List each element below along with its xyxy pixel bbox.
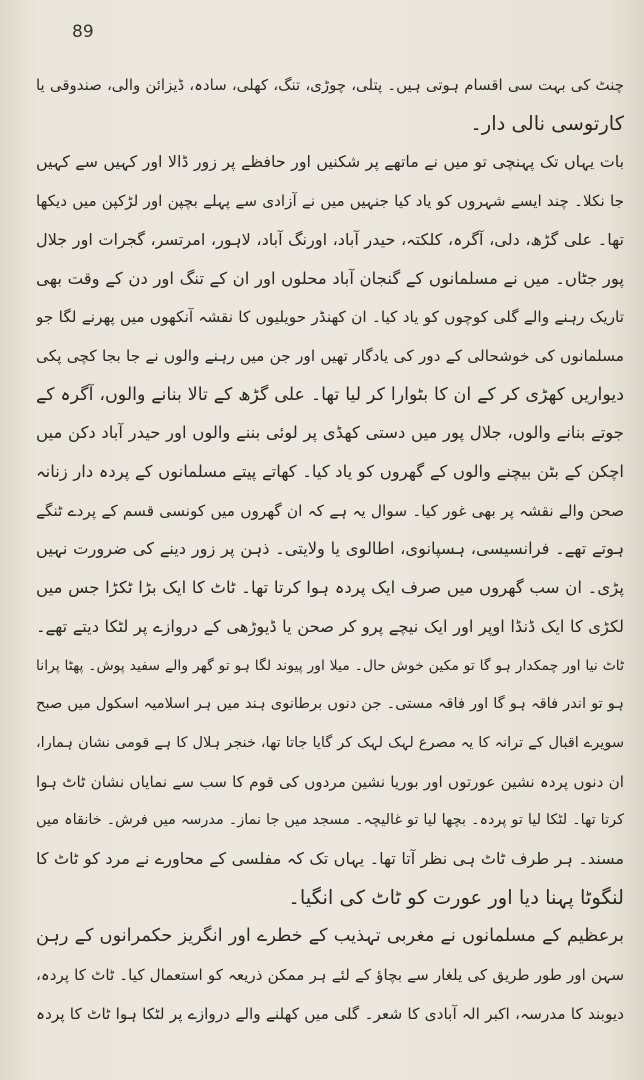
paragraph-2	[36, 143, 624, 917]
text-line: جوتے بنانے والوں، جلال پور میں دستی کھڈی پر لوئی بننے والوں اور حیدر آباد دکن میں	[36, 423, 624, 443]
text-line: لکڑی کا ایک ڈنڈا اوپر اور ایک نیچے پرو کر صحن یا ڈیوڑھی کے دروازے پر لٹکا دیتے تھے۔	[36, 616, 624, 636]
text-line: برعظیم کے مسلمانوں نے مغربی تہذیب کے خطرے اور انگریز حکمرانوں کے رہن	[36, 926, 624, 947]
text-line: صحن والے نقشہ پر بھی غور کیا۔ سوال یہ ہے کہ ان گھروں میں کونسی قسم کے پردے ٹنگے	[36, 501, 624, 520]
text-line: ہوتے تھے۔ فرانسیسی، ہسپانوی، اطالوی یا ولایتی۔ ذہن پر زور دینے کی ضرورت نہیں	[36, 539, 624, 559]
text-line: ہو تو اندر فاقہ ہو گا اور فاقہ مستی۔ جن دنوں برطانوی ہند میں ہر اسلامیہ اسکول میں صبح	[36, 695, 624, 713]
text-line: چنٹ کی بہت سی اقسام ہوتی ہیں۔ پتلی، چوڑی، تنگ، کھلی، سادہ، ڈیزائن والی، صندوقی یا	[36, 76, 624, 94]
paragraph-3	[36, 917, 624, 1033]
text-line: کارتوسی نالی دار۔	[470, 111, 624, 135]
text-line: دیوبند کا مدرسہ، اکبر الہ آبادی کا شعر۔ گلی میں کھلنے والے دروازے پر لٹکا ہوا ٹاٹ کا پردہ	[36, 1004, 624, 1023]
text-line: مسند۔ ہر طرف ٹاٹ ہی نظر آتا تھا۔ یہاں تک کہ مفلسی کے محاورے نے مرد کو ٹاٹ کا	[36, 849, 624, 869]
text-line: مسلمانوں کی خوشحالی کے دور کی یادگار تھیں اور جن میں رہنے والوں نے جا بجا کچی پکی	[36, 346, 624, 365]
text-line: سہن اور طور طریق کی یلغار سے بچاؤ کے لئے ہر ممکن ذریعہ کو استعمال کیا۔ ٹاٹ کا پردہ،	[36, 966, 624, 985]
text-line: ان دنوں پردہ نشین عورتوں اور بوریا نشین مردوں کی قوم کا سب سے نمایاں نشان ٹاٹ ہوا	[36, 772, 624, 791]
text-line: کرتا تھا۔ لٹکا لیا تو پردہ۔ بچھا لیا تو غالیچہ۔ مسجد میں جا نماز۔ مدرسہ میں فرش۔ خانقاہ میں	[36, 812, 624, 829]
text-line: دیواریں کھڑی کر کے ان کا بٹوارا کر لیا تھا۔ علی گڑھ کے تالا بنانے والوں، آگرہ کے	[36, 384, 624, 405]
text-line: پور جٹاں۔ میں نے مسلمانوں کے گنجان آباد محلوں اور ان کے تنگ اور دن کے وقت بھی	[36, 268, 624, 288]
text-line: ٹاٹ نیا اور چمکدار ہو گا تو مکین خوش حال۔ میلا اور پیوند لگا ہو تو گھر والے سفید پوش۔ پھٹا پرانا	[36, 657, 624, 674]
text-line: لنگوٹا پہنا دیا اور عورت کو ٹاٹ کی انگیا۔	[288, 885, 624, 909]
page-number: 89	[72, 22, 94, 42]
text-line: سویرے اقبال کے ترانہ کا یہ مصرع لہک لہک کر گایا جاتا تھا، خنجر ہلال کا ہے قومی نشان ہمارا،	[36, 734, 624, 751]
body-text	[36, 66, 624, 1080]
text-line: تاریک رہنے والے گلی کوچوں کو یاد کیا۔ ان کھنڈر حویلیوں کا نقشہ آنکھوں میں پھرنے لگا جو	[36, 308, 624, 327]
text-line: بات یہاں تک پہنچی تو میں نے ماتھے پر شکنیں اور حافظے پر زور ڈالا اور کہیں سے کہیں	[36, 152, 624, 172]
text-line: تھا۔ علی گڑھ، دلی، آگرہ، کلکتہ، حیدر آباد، اورنگ آباد، لاہور، امرتسر، گجرات اور جلال	[36, 229, 624, 249]
text-line: اچکن کے بٹن بیچنے والوں کے گھروں کو یاد کیا۔ کھاتے پیتے مسلمانوں کے پردہ دار زنانہ	[36, 462, 624, 482]
text-line: جا نکلا۔ چند ایسے شہروں کو یاد کیا جنہیں میں نے آزادی سے پہلے بچپن اور لڑکپن میں دیکھا	[36, 192, 624, 211]
text-line: پڑی۔ ان سب گھروں میں صرف ایک پردہ ہوا کرتا تھا۔ ٹاٹ کا ایک بڑا ٹکڑا جس میں	[36, 578, 624, 598]
paragraph-1	[36, 66, 624, 143]
